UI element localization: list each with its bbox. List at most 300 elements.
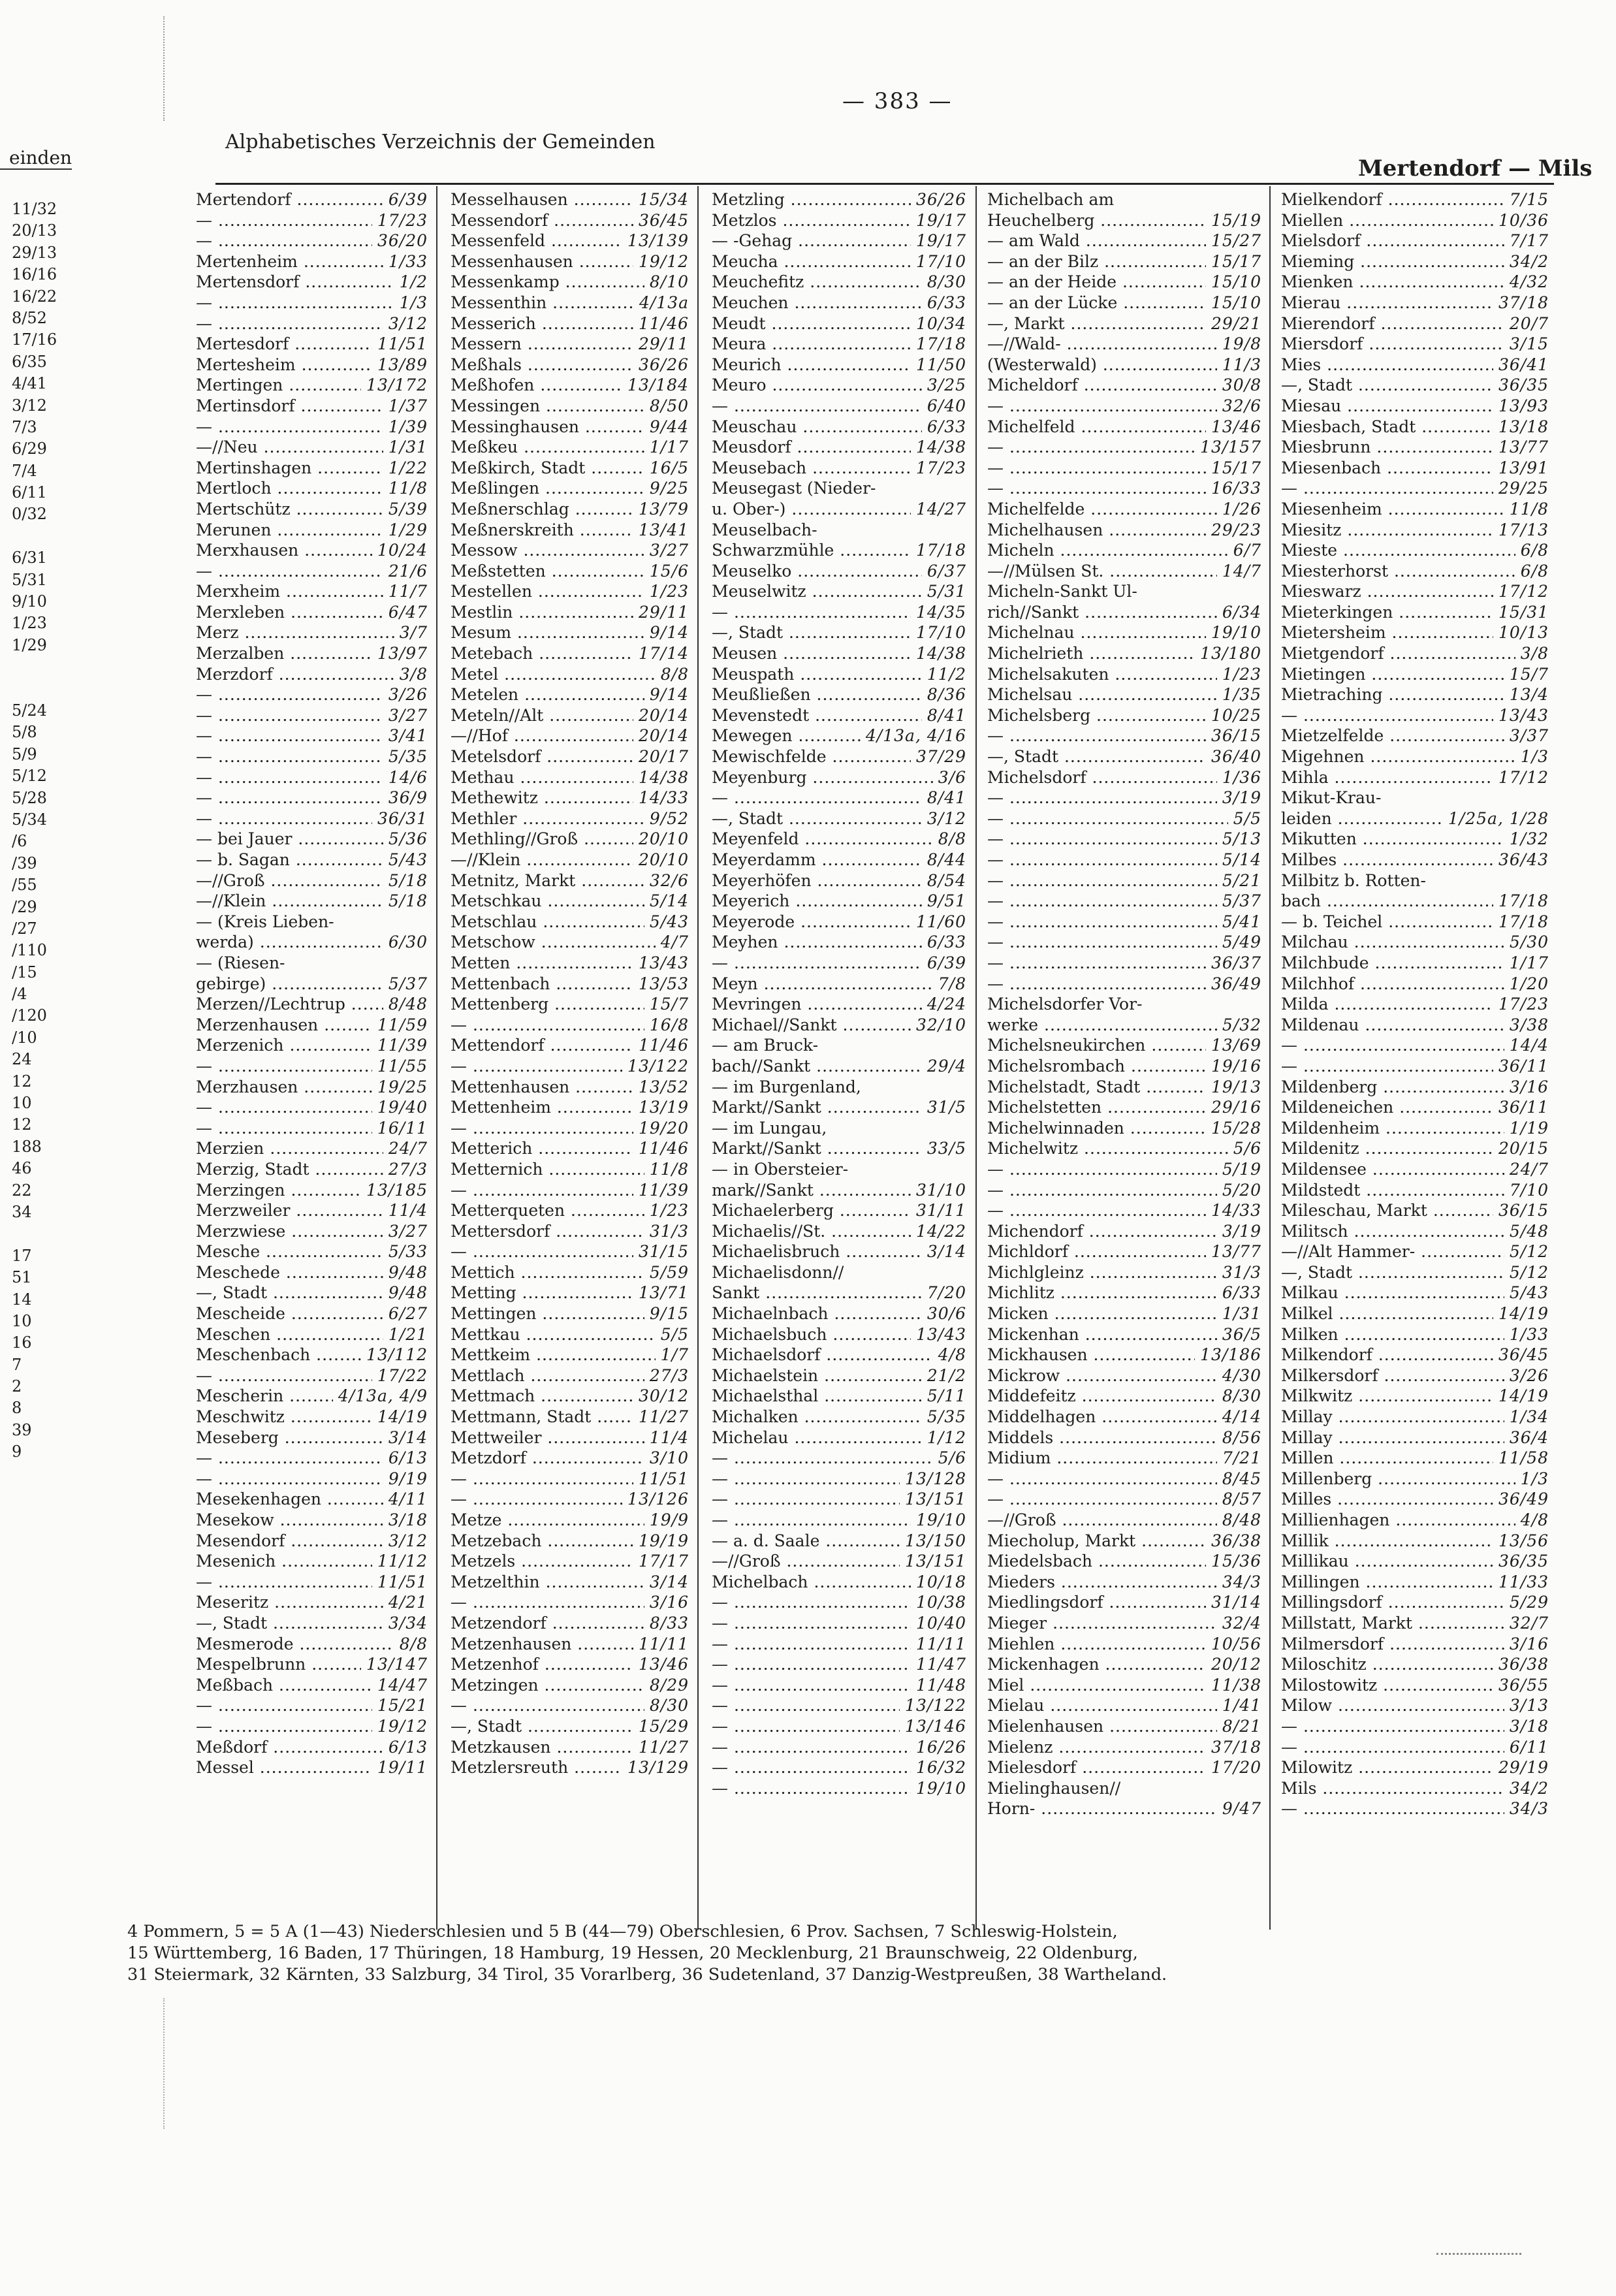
map-reference <box>1256 994 1261 1015</box>
index-entry <box>712 478 966 499</box>
map-reference: 17/13 <box>1498 520 1549 539</box>
municipality-name: Mesche ..... <box>196 1241 383 1262</box>
map-reference: 11/39 <box>377 1036 428 1055</box>
index-entry <box>987 1695 1261 1716</box>
map-reference: 3/14 <box>927 1242 966 1262</box>
map-reference: 13/150 <box>905 1531 966 1550</box>
map-reference: 5/12 <box>1509 1242 1549 1262</box>
index-entry <box>712 334 966 355</box>
municipality-name: Michelbach am <box>987 190 1115 209</box>
index-entry <box>987 1778 1261 1799</box>
map-reference: 3/16 <box>1509 1077 1549 1096</box>
municipality-name: — ..... <box>987 1159 1217 1180</box>
prev-page-number: 9 <box>12 1443 22 1461</box>
municipality-name: Mettenberg ..... <box>451 994 644 1015</box>
municipality-name: — ..... <box>451 1695 644 1716</box>
municipality-name: Mettendorf ..... <box>451 1035 633 1056</box>
map-reference: 17/17 <box>638 1552 689 1571</box>
map-reference: 8/48 <box>388 995 428 1014</box>
map-reference: 5/18 <box>388 870 428 890</box>
municipality-name: Micken ..... <box>987 1303 1217 1324</box>
map-reference <box>961 1118 966 1139</box>
index-entry <box>1281 1221 1549 1242</box>
municipality-name: Mespelbrunn ..... <box>196 1654 361 1675</box>
municipality-name: Milkwitz ..... <box>1281 1386 1493 1407</box>
municipality-name: Mielesdorf ..... <box>987 1757 1206 1778</box>
municipality-name: Meschenbach ..... <box>196 1345 361 1365</box>
index-entry <box>451 1654 689 1675</box>
prev-page-number: 9/10 <box>12 592 47 611</box>
index-entry <box>196 891 428 912</box>
map-reference: 17/18 <box>915 541 966 560</box>
index-entry <box>712 417 966 438</box>
municipality-name: — ..... <box>712 1757 911 1778</box>
map-reference: 16/8 <box>649 1015 689 1034</box>
map-reference: 13/71 <box>638 1283 689 1303</box>
prev-page-number: 22 <box>12 1181 32 1200</box>
map-reference: 3/10 <box>649 1448 689 1468</box>
index-entry <box>451 1015 689 1036</box>
index-entry <box>987 994 1261 1015</box>
municipality-name: Milchbude ..... <box>1281 953 1504 974</box>
municipality-name: — ..... <box>987 932 1217 953</box>
map-reference: 8/21 <box>1222 1716 1261 1736</box>
municipality-name: Mickenhagen ..... <box>987 1654 1206 1675</box>
municipality-name: Mettenhausen ..... <box>451 1077 633 1098</box>
municipality-name: — ..... <box>196 705 383 726</box>
index-entry <box>451 1180 689 1201</box>
municipality-name: Michelstadt, Stadt ..... <box>987 1077 1206 1098</box>
index-entry <box>987 1159 1261 1180</box>
municipality-name: — ..... <box>712 1448 933 1469</box>
map-reference: 36/38 <box>1211 1531 1261 1550</box>
municipality-name: Metterqueten ..... <box>451 1200 644 1221</box>
index-entry <box>712 1613 966 1634</box>
map-reference: 15/7 <box>1509 664 1549 684</box>
municipality-name: Miesbach, Stadt ..... <box>1281 417 1493 438</box>
prev-page-number: 34 <box>12 1202 32 1221</box>
map-reference: 14/19 <box>1498 1386 1549 1406</box>
map-reference: 5/14 <box>649 891 689 911</box>
municipality-name: —//Wald- ..... <box>987 334 1217 355</box>
municipality-name: Mewischfelde ..... <box>712 746 911 767</box>
map-reference: 17/22 <box>377 1365 428 1385</box>
map-reference: 30/6 <box>927 1304 966 1324</box>
index-entry <box>712 725 966 746</box>
municipality-name: Millienhagen ..... <box>1281 1510 1515 1531</box>
municipality-name: leiden ..... <box>1281 808 1443 829</box>
municipality-name: Meßbach ..... <box>196 1675 372 1696</box>
index-entry <box>712 746 966 767</box>
index-entry <box>712 251 966 272</box>
index-entry <box>196 478 428 499</box>
map-reference: 36/9 <box>388 788 428 808</box>
index-entry <box>451 458 689 479</box>
index-entry <box>196 1592 428 1613</box>
municipality-name: — ..... <box>196 293 394 313</box>
municipality-name: Metting ..... <box>451 1283 633 1303</box>
index-entry <box>987 396 1261 417</box>
map-reference: 1/31 <box>388 438 428 457</box>
map-reference: 19/40 <box>377 1098 428 1117</box>
index-entry <box>987 850 1261 870</box>
municipality-name: Metzendorf ..... <box>451 1613 644 1634</box>
map-reference: 31/3 <box>649 1221 689 1241</box>
municipality-name: Metternich ..... <box>451 1159 644 1180</box>
map-reference: 16/5 <box>649 458 689 477</box>
index-entry <box>1281 1035 1549 1056</box>
map-reference: 19/10 <box>915 1778 966 1798</box>
index-entry <box>987 437 1261 458</box>
prev-page-number: 5/8 <box>12 723 37 742</box>
map-reference <box>961 520 966 541</box>
municipality-name: Meßnerskreith ..... <box>451 520 633 541</box>
municipality-name: — an der Bilz ..... <box>987 251 1206 272</box>
map-reference: 14/19 <box>377 1407 428 1427</box>
index-entry <box>451 251 689 272</box>
municipality-name: Messinghausen ..... <box>451 417 644 438</box>
map-reference: 6/37 <box>927 561 966 581</box>
municipality-name: Michelnau ..... <box>987 622 1206 643</box>
municipality-name: mark//Sankt ..... <box>712 1180 911 1201</box>
municipality-name: Metnitz, Markt ..... <box>451 870 644 891</box>
index-entry <box>196 293 428 313</box>
municipality-name: — ..... <box>451 1469 633 1490</box>
municipality-name: Mertenheim ..... <box>196 251 383 272</box>
map-reference: 15/10 <box>1211 272 1261 292</box>
map-reference: 1/22 <box>388 458 428 477</box>
map-reference: 36/15 <box>1498 1201 1549 1220</box>
map-reference: 5/36 <box>388 829 428 849</box>
municipality-name: Millingsdorf ..... <box>1281 1592 1504 1613</box>
municipality-name: Metelsdorf ..... <box>451 746 633 767</box>
index-entry <box>196 788 428 808</box>
municipality-name: — ..... <box>451 1592 644 1613</box>
index-entry <box>451 1613 689 1634</box>
map-reference: 13/89 <box>377 355 428 374</box>
prev-page-number: /6 <box>12 832 27 851</box>
index-entry <box>712 1469 966 1490</box>
municipality-name: Meßdorf ..... <box>196 1737 383 1758</box>
map-reference: 17/18 <box>1498 912 1549 931</box>
index-entry <box>987 1035 1261 1056</box>
map-reference: 4/30 <box>1222 1365 1261 1385</box>
map-reference: 5/11 <box>927 1386 966 1406</box>
map-reference: 32/7 <box>1509 1613 1549 1633</box>
municipality-name: Millay ..... <box>1281 1427 1504 1448</box>
index-entry <box>712 829 966 850</box>
map-reference: 36/31 <box>377 808 428 828</box>
map-reference: 8/30 <box>1222 1386 1261 1406</box>
municipality-name: Mielenhausen ..... <box>987 1716 1217 1737</box>
index-entry <box>451 1324 689 1345</box>
map-reference: 27/3 <box>388 1159 428 1179</box>
index-entry <box>712 1138 966 1159</box>
index-entry <box>712 561 966 582</box>
municipality-name: Merzig, Stadt ..... <box>196 1159 383 1180</box>
prev-page-number: /15 <box>12 963 37 981</box>
municipality-name: — ..... <box>196 210 372 231</box>
map-reference: 3/25 <box>927 375 966 395</box>
index-entry <box>1281 746 1549 767</box>
map-reference: 3/19 <box>1222 1221 1261 1241</box>
municipality-name: — ..... <box>712 1592 911 1613</box>
municipality-name: Michelau ..... <box>712 1427 922 1448</box>
prev-page-number: 6/11 <box>12 483 47 502</box>
index-entry <box>987 355 1261 375</box>
municipality-name: Meusen ..... <box>712 643 911 664</box>
map-reference: 11/46 <box>638 1139 689 1158</box>
municipality-name: — ..... <box>987 850 1217 870</box>
municipality-name: Messingen ..... <box>451 396 644 417</box>
index-entry <box>451 684 689 705</box>
index-entry <box>196 1551 428 1572</box>
map-reference: 15/36 <box>1211 1552 1261 1571</box>
prev-page-number: /27 <box>12 919 37 938</box>
index-entry <box>987 767 1261 788</box>
prev-page-number: 46 <box>12 1159 32 1178</box>
index-entry <box>1281 1427 1549 1448</box>
map-reference: 8/8 <box>938 829 966 849</box>
map-reference: 8/33 <box>649 1613 689 1633</box>
map-reference: 9/25 <box>649 479 689 498</box>
index-entry <box>987 664 1261 685</box>
municipality-name: — ..... <box>987 1469 1217 1490</box>
index-entry <box>712 1345 966 1365</box>
index-entry <box>712 1695 966 1716</box>
index-entry <box>712 1551 966 1572</box>
map-reference: 3/12 <box>388 313 428 333</box>
prev-page-number: 16/16 <box>12 265 57 284</box>
municipality-name: Schwarzmühle ..... <box>712 540 911 561</box>
map-reference <box>961 1035 966 1056</box>
municipality-name: Merunen ..... <box>196 520 383 541</box>
map-reference: 21/2 <box>927 1365 966 1385</box>
prev-page-number: 6/31 <box>12 549 47 567</box>
map-reference: 4/8 <box>1520 1510 1549 1529</box>
municipality-name: Milmersdorf ..... <box>1281 1634 1504 1655</box>
map-reference: 6/30 <box>388 933 428 952</box>
map-reference: 19/13 <box>1211 1077 1261 1096</box>
municipality-name: Metschlau ..... <box>451 912 644 933</box>
map-reference <box>961 478 966 499</box>
map-reference: 20/14 <box>638 705 689 725</box>
map-reference: 9/14 <box>649 623 689 643</box>
map-reference: 6/27 <box>388 1304 428 1324</box>
municipality-name: Meusebach ..... <box>712 458 911 479</box>
municipality-name: Meyerhöfen ..... <box>712 870 922 891</box>
index-entry <box>987 684 1261 705</box>
municipality-name: Michelwinnaden ..... <box>987 1118 1206 1139</box>
prev-page-number: 5/24 <box>12 701 47 720</box>
index-entry <box>987 189 1261 210</box>
map-reference: 4/13a <box>639 293 689 312</box>
map-reference: 11/60 <box>915 912 966 931</box>
index-entry <box>1281 1180 1549 1201</box>
map-reference: 14/38 <box>915 438 966 457</box>
map-reference: 3/8 <box>1520 644 1549 663</box>
municipality-name: — ..... <box>1281 705 1493 726</box>
index-entry <box>712 355 966 375</box>
scan-margin-mark <box>163 16 165 121</box>
municipality-name: Mietzelfelde ..... <box>1281 725 1504 746</box>
map-reference: 9/14 <box>649 685 689 705</box>
map-reference: 7/8 <box>938 974 966 993</box>
map-reference: 17/14 <box>638 644 689 663</box>
municipality-name: Miesterhorst ..... <box>1281 561 1515 582</box>
index-entry <box>196 1180 428 1201</box>
index-entry <box>451 189 689 210</box>
municipality-name: Mettlach ..... <box>451 1365 644 1386</box>
prev-page-number <box>0 1223 78 1245</box>
index-entry <box>987 746 1261 767</box>
map-reference: 9/44 <box>649 417 689 436</box>
municipality-name: — bei Jauer ..... <box>196 829 383 850</box>
index-entry <box>1281 1798 1549 1819</box>
map-reference: 19/12 <box>638 251 689 271</box>
map-reference: 13/4 <box>1509 685 1549 705</box>
index-entry <box>1281 870 1549 891</box>
map-reference: 9/15 <box>649 1304 689 1324</box>
map-reference: 3/34 <box>388 1613 428 1633</box>
map-reference: 13/157 <box>1200 438 1261 457</box>
index-entry <box>451 1757 689 1778</box>
index-entry <box>987 1262 1261 1283</box>
municipality-name: Meuselko ..... <box>712 561 922 582</box>
index-entry <box>712 520 966 541</box>
index-entry <box>712 499 966 520</box>
map-reference: 13/19 <box>638 1098 689 1117</box>
index-entry <box>712 1634 966 1655</box>
index-entry <box>196 1118 428 1139</box>
municipality-name: — ..... <box>987 1200 1206 1221</box>
municipality-name: — ..... <box>712 1716 900 1737</box>
index-entry <box>451 1489 689 1510</box>
prev-page-number: /120 <box>12 1006 47 1025</box>
index-entry <box>712 850 966 870</box>
prev-page-number: 5/31 <box>12 570 47 589</box>
municipality-name: — ..... <box>196 313 383 334</box>
municipality-name: Milda ..... <box>1281 994 1493 1015</box>
map-reference: 14/4 <box>1509 1036 1549 1055</box>
index-entry <box>451 293 689 313</box>
index-entry <box>712 808 966 829</box>
map-reference: 15/17 <box>1211 251 1261 271</box>
index-entry <box>1281 1118 1549 1139</box>
index-entry <box>712 1489 966 1510</box>
municipality-name: — ..... <box>451 1056 622 1077</box>
prev-page-number: /110 <box>12 941 47 960</box>
map-reference: 17/23 <box>915 458 966 477</box>
index-entry <box>1281 829 1549 850</box>
map-reference: 11/7 <box>388 582 428 601</box>
index-entry <box>1281 417 1549 438</box>
index-entry <box>196 334 428 355</box>
municipality-name: Mikut-Krau- <box>1281 788 1382 808</box>
index-entry <box>451 602 689 623</box>
municipality-name: Metschkau ..... <box>451 891 644 912</box>
municipality-name: — -Gehag ..... <box>712 231 911 251</box>
map-reference: 8/30 <box>927 272 966 292</box>
map-reference: 7/15 <box>1509 190 1549 209</box>
map-reference: 21/6 <box>388 561 428 581</box>
municipality-name: Metten ..... <box>451 953 633 974</box>
municipality-name: Markt//Sankt ..... <box>712 1138 922 1159</box>
index-entry <box>987 210 1261 231</box>
municipality-name: Mesenich ..... <box>196 1551 372 1572</box>
municipality-name: Meuchen ..... <box>712 293 922 313</box>
municipality-name: — ..... <box>1281 1798 1504 1819</box>
index-entry <box>712 189 966 210</box>
index-entry <box>1281 1654 1549 1675</box>
index-entry <box>451 396 689 417</box>
index-entry <box>987 334 1261 355</box>
index-entry <box>196 1097 428 1118</box>
map-reference: 1/31 <box>1222 1304 1261 1324</box>
index-entry <box>987 1469 1261 1490</box>
index-entry <box>196 953 428 974</box>
municipality-name: — ..... <box>987 953 1206 974</box>
index-entry <box>451 231 689 251</box>
municipality-name: Millingen ..... <box>1281 1572 1493 1593</box>
index-entry <box>451 1551 689 1572</box>
index-entry <box>451 1510 689 1531</box>
municipality-name: — ..... <box>987 891 1217 912</box>
index-entry <box>1281 1572 1549 1593</box>
map-reference: 1/3 <box>1520 747 1549 767</box>
municipality-name: Mettweiler ..... <box>451 1427 644 1448</box>
municipality-name: —//Alt Hammer- ..... <box>1281 1241 1504 1262</box>
map-reference: 19/9 <box>649 1510 689 1529</box>
map-reference: 5/33 <box>388 1242 428 1262</box>
index-entry <box>451 725 689 746</box>
municipality-name: Mieming ..... <box>1281 251 1504 272</box>
map-reference: 31/14 <box>1211 1593 1261 1612</box>
municipality-name: — ..... <box>196 746 383 767</box>
prev-page-number: 6/29 <box>12 439 47 458</box>
map-reference: 5/35 <box>927 1407 966 1427</box>
map-reference: 17/10 <box>915 623 966 643</box>
municipality-name: — ..... <box>987 437 1195 458</box>
index-entry <box>712 870 966 891</box>
map-reference: 19/10 <box>1211 623 1261 643</box>
map-reference: 3/18 <box>1509 1716 1549 1736</box>
map-reference: 13/126 <box>627 1490 689 1509</box>
map-reference: 24/7 <box>1509 1159 1549 1179</box>
municipality-name: Miloschitz ..... <box>1281 1654 1493 1675</box>
map-reference: 4/13a, 4/9 <box>338 1386 428 1406</box>
index-entry <box>196 870 428 891</box>
municipality-name: Mieswarz ..... <box>1281 581 1493 602</box>
map-reference: 1/36 <box>1222 767 1261 787</box>
index-entry <box>987 1572 1261 1593</box>
map-reference: 1/23 <box>1222 664 1261 684</box>
map-reference: 10/25 <box>1211 705 1261 725</box>
map-reference: 1/12 <box>927 1427 966 1447</box>
prev-page-number: 51 <box>12 1268 32 1287</box>
municipality-name: Sankt ..... <box>712 1283 922 1303</box>
index-entry <box>451 210 689 231</box>
index-entry <box>712 231 966 251</box>
map-reference: 3/12 <box>388 1531 428 1550</box>
municipality-name: Middels ..... <box>987 1427 1217 1448</box>
municipality-name: — ..... <box>712 1634 911 1655</box>
prev-page-number: /10 <box>12 1028 37 1047</box>
index-entry <box>712 705 966 726</box>
index-entry <box>451 1200 689 1221</box>
index-entry <box>196 643 428 664</box>
map-reference: 13/46 <box>1211 417 1261 436</box>
